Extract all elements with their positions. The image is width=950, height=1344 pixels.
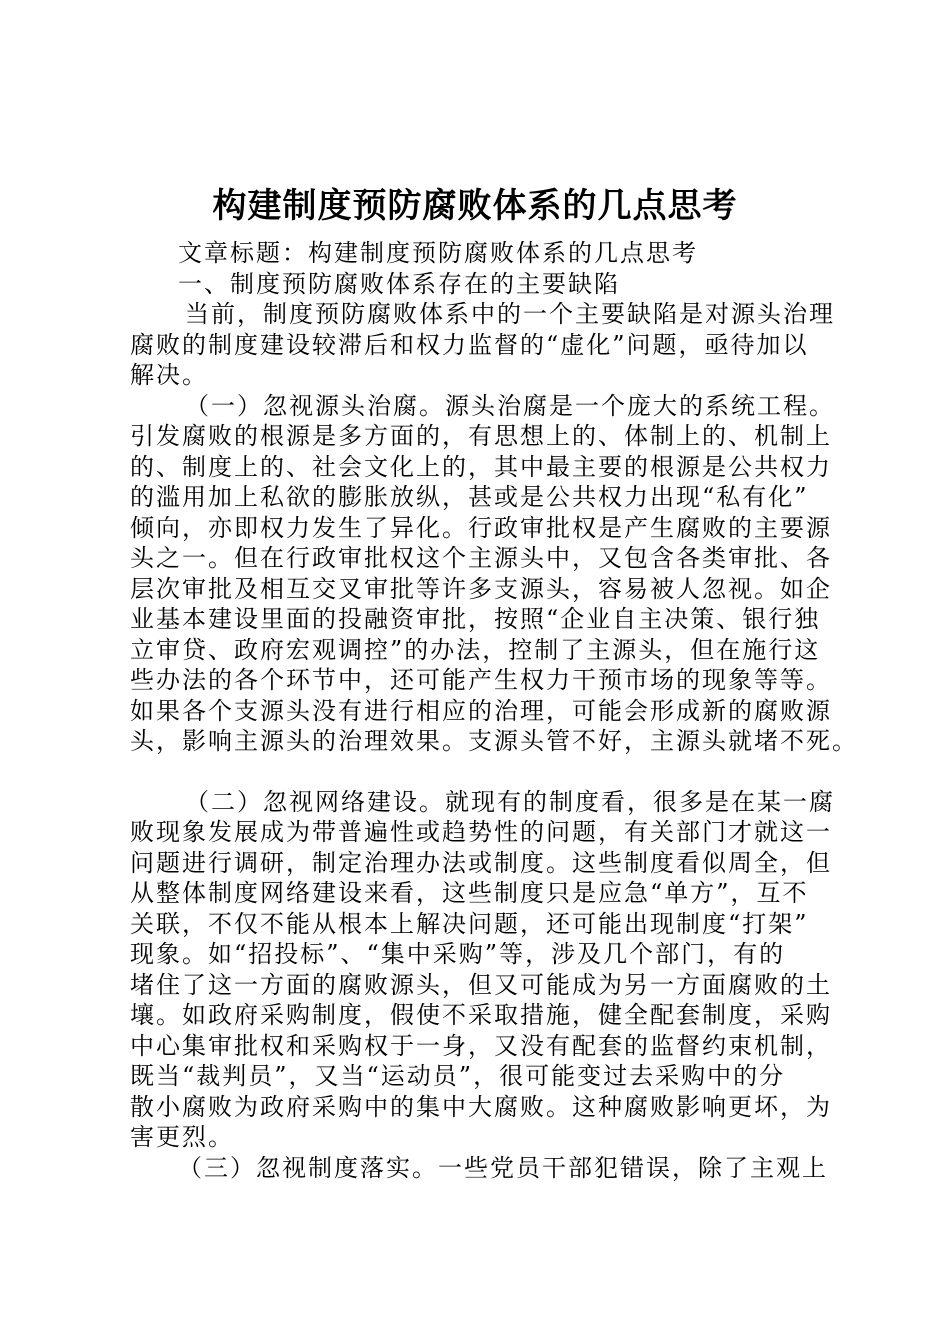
text-line: 腐败的制度建设较滞后和权力监督的“虚化”问题，亟待加以	[130, 330, 809, 359]
text-line: （二）忽视网络建设。就现有的制度看，很多是在某一腐	[185, 787, 835, 816]
text-line: 倾向，亦即权力发生了异化。行政审批权是产生腐败的主要源	[130, 513, 832, 542]
text-line: 从整体制度网络建设来看，这些制度只是应急“单方”，互不	[130, 879, 809, 907]
paragraph-gap	[130, 757, 840, 787]
text-line: 散小腐败为政府采购中的集中大腐败。这种腐败影响更坏，为	[130, 1092, 832, 1121]
text-line: 关联，不仅不能从根本上解决问题，还可能出现制度“打架”	[130, 909, 809, 938]
text-line: 些办法的各个环节中，还可能产生权力干预市场的现象等等。	[130, 666, 832, 694]
text-line: 如果各个支源头没有进行相应的治理，可能会形成新的腐败源	[130, 696, 832, 725]
text-line: 问题进行调研，制定治理办法或制度。这些制度看似周全，但	[130, 848, 832, 877]
text-line: 层次审批及相互交叉审批等许多支源头，容易被人忽视。如企	[130, 574, 832, 603]
text-line: （一）忽视源头治腐。源头治腐是一个庞大的系统工程。	[185, 391, 835, 420]
text-line: 文章标题：构建制度预防腐败体系的几点思考	[178, 239, 698, 267]
text-line: 壤。如政府采购制度，假使不采取措施，健全配套制度，采购	[130, 1001, 832, 1029]
text-line: 当前，制度预防腐败体系中的一个主要缺陷是对源头治理	[185, 300, 835, 328]
text-line: 既当“裁判员”，又当“运动员”，很可能变过去采购中的分	[130, 1062, 786, 1090]
text-line: 的、制度上的、社会文化上的，其中最主要的根源是公共权力	[130, 452, 832, 481]
text-line: 立审贷、政府宏观调控”的办法，控制了主源头，但在施行这	[130, 635, 821, 664]
text-line: 一、制度预防腐败体系存在的主要缺陷	[178, 269, 620, 298]
text-line: 中心集审批权和采购权于一身，又没有配套的监督约束机制，	[130, 1031, 832, 1060]
text-line: 头之一。但在行政审批权这个主源头中，又包含各类审批、各	[130, 544, 832, 572]
document-body	[130, 238, 858, 1183]
text-line: 堵住了这一方面的腐败源头，但又可能成为另一方面腐败的土	[130, 970, 832, 999]
text-line: 害更烈。	[130, 1123, 234, 1151]
text-line: 业基本建设里面的投融资审批，按照“企业自主决策、银行独	[130, 605, 821, 633]
text-line: 头，影响主源头的治理效果。支源头管不好，主源头就堵不死。	[130, 727, 858, 755]
text-line: 的滥用加上私欲的膨胀放纵，甚或是公共权力出现“私有化”	[130, 483, 809, 511]
document-title: 构建制度预防腐败体系的几点思考	[212, 186, 738, 226]
text-line: 解决。	[130, 361, 208, 389]
text-line: 现象。如“招投标”、“集中采购”等，涉及几个部门，有的	[130, 940, 786, 968]
text-line: 败现象发展成为带普遍性或趋势性的问题，有关部门才就这一	[130, 818, 832, 846]
text-line: 引发腐败的根源是多方面的，有思想上的、体制上的、机制上	[130, 422, 832, 450]
text-line: （三）忽视制度落实。一些党员干部犯错误，除了主观上	[178, 1153, 828, 1182]
